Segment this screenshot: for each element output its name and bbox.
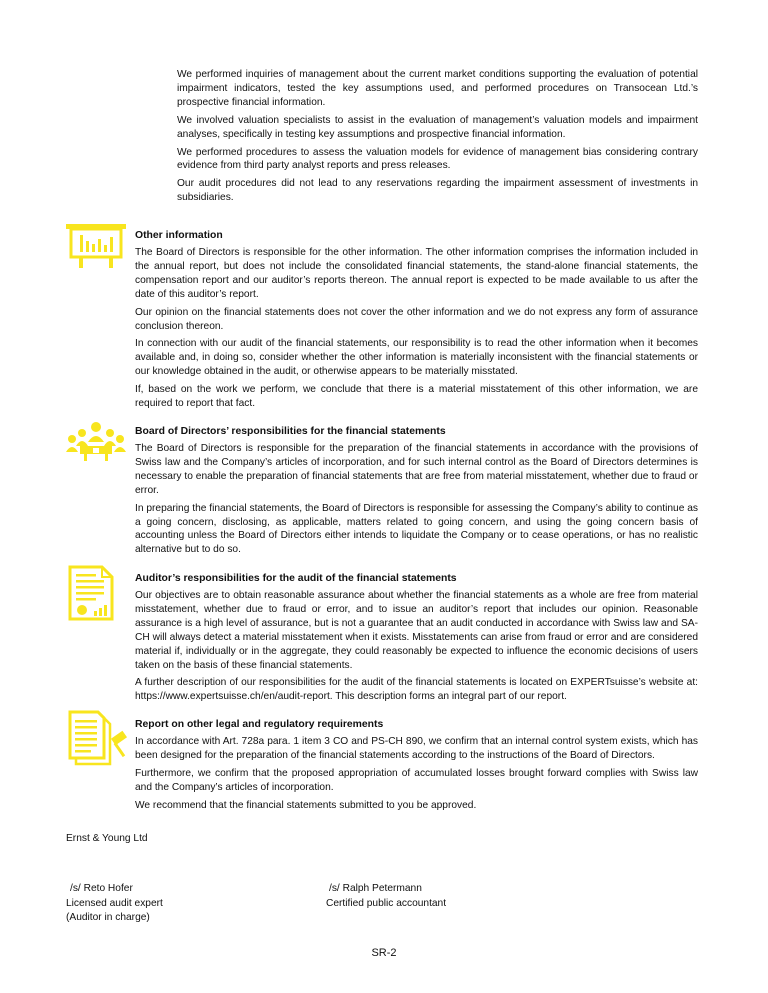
signer-title: Licensed audit expert bbox=[66, 897, 163, 909]
paragraph: A further description of our responsibilities for the audit of the financial statements is located on EXPERTsuisse’s website at: https://www.expertsuisse.ch/en/audit-report. This description forms an integral part of our report. bbox=[135, 677, 698, 703]
paragraph: Our opinion on the financial statements does not cover the other information and we do not express any form of assurance conclusion thereon. bbox=[135, 306, 698, 332]
paragraph: We involved valuation specialists to assist in the evaluation of management’s valuation models and impairment analyses, specifically in testing key assumptions and prospective financial information. bbox=[177, 114, 698, 140]
other-information-section bbox=[135, 229, 698, 415]
section-heading: Board of Directors’ responsibilities for the financial statements bbox=[135, 426, 446, 437]
paragraph: Our objectives are to obtain reasonable assurance about whether the financial statements as a whole are free from material misstatement, whether due to fraud or error, and to issue an auditor’s report that includes our opinion. Reasonable assurance is a high level of assurance, but is not a guarantee that an audit conducted in accordance with Swiss law and SA-CH will always detect a material misstatement when it exists. Misstatements can arise from fraud or error and are considered material if, individually or in the aggregate, they could reasonably be expected to influence the economic decisions of users taken on the basis of these financial statements. bbox=[135, 590, 698, 671]
signer-title: Certified public accountant bbox=[326, 897, 447, 909]
legal-documents-gavel-icon bbox=[68, 710, 132, 766]
paragraph: We recommend that the financial statements submitted to you be approved. bbox=[135, 799, 477, 811]
presentation-chart-icon bbox=[66, 220, 126, 270]
firm-name: Ernst & Young Ltd bbox=[66, 833, 148, 844]
signature-left bbox=[66, 882, 163, 926]
signer-note: (Auditor in charge) bbox=[66, 912, 150, 923]
page-number: SR-2 bbox=[371, 947, 397, 959]
section-heading: Other information bbox=[135, 230, 223, 241]
paragraph: We performed procedures to assess the valuation models for evidence of management bias considering contrary evidence from third party analyst reports and press releases. bbox=[177, 146, 698, 172]
report-document-icon bbox=[68, 565, 114, 621]
section-heading: Report on other legal and regulatory requirements bbox=[135, 719, 384, 730]
paragraph: In preparing the financial statements, the Board of Directors is responsible for assessing the Company’s ability to continue as a going concern, disclosing, as applicable, matters related to going concern, and using the going concern basis of accounting unless the Board of Directors either intends to liquidate the Company or to cease operations, or has no realistic alternative but to do so. bbox=[135, 502, 698, 556]
signature-right bbox=[326, 882, 446, 911]
paragraph: We performed inquiries of management about the current market conditions supporting the evaluation of potential impairment indicators, tested the key assumptions used, and performed procedures on Transocean Ltd.’s prospective financial information. bbox=[177, 69, 698, 108]
section-heading: Auditor’s responsibilities for the audit of the financial statements bbox=[135, 573, 457, 584]
board-meeting-icon bbox=[66, 420, 126, 462]
paragraph: In connection with our audit of the financial statements, our responsibility is to read the other information when it becomes available and, in doing so, consider whether the other information is materially inconsistent with the financial statements or our knowledge obtained in the audit, or otherwise appears to be materially misstated. bbox=[135, 338, 698, 378]
board-responsibilities-section bbox=[135, 425, 698, 561]
paragraph: If, based on the work we perform, we conclude that there is a material misstatement of this other information, we are required to report that fact. bbox=[135, 384, 698, 410]
paragraph: The Board of Directors is responsible for the other information. The other information comprises the information included in the annual report, but does not include the consolidated financial statements, the stand-alone financial statements, the compensation report and our auditor’s reports thereon. The annual report is expected to be made available to us after the date of this auditor’s report. bbox=[135, 247, 698, 300]
paragraph: Furthermore, we confirm that the proposed appropriation of accumulated losses brought forward complies with Swiss law and the Company’s articles of incorporation. bbox=[135, 767, 698, 793]
paragraph: The Board of Directors is responsible for the preparation of the financial statements in accordance with the provisions of Swiss law and the Company’s articles of incorporation, and for such internal control as the Board of Directors determines is necessary to enable the preparation of financial statements that are free from material misstatement, whether due to fraud or error. bbox=[135, 443, 698, 496]
paragraph: Our audit procedures did not lead to any reservations regarding the impairment assessment of investments in subsidiaries. bbox=[177, 178, 698, 204]
auditor-responsibilities-section bbox=[135, 572, 698, 708]
legal-requirements-section bbox=[135, 718, 698, 817]
signer-name: /s/ Ralph Petermann bbox=[329, 883, 422, 894]
paragraph: In accordance with Art. 728a para. 1 item 3 CO and PS-CH 890, we confirm that an internal control system exists, which has been designed for the preparation of the financial statements according to the instructions of the Board of Directors. bbox=[135, 736, 698, 761]
signer-name: /s/ Reto Hofer bbox=[70, 883, 133, 894]
intro-section bbox=[177, 68, 698, 209]
